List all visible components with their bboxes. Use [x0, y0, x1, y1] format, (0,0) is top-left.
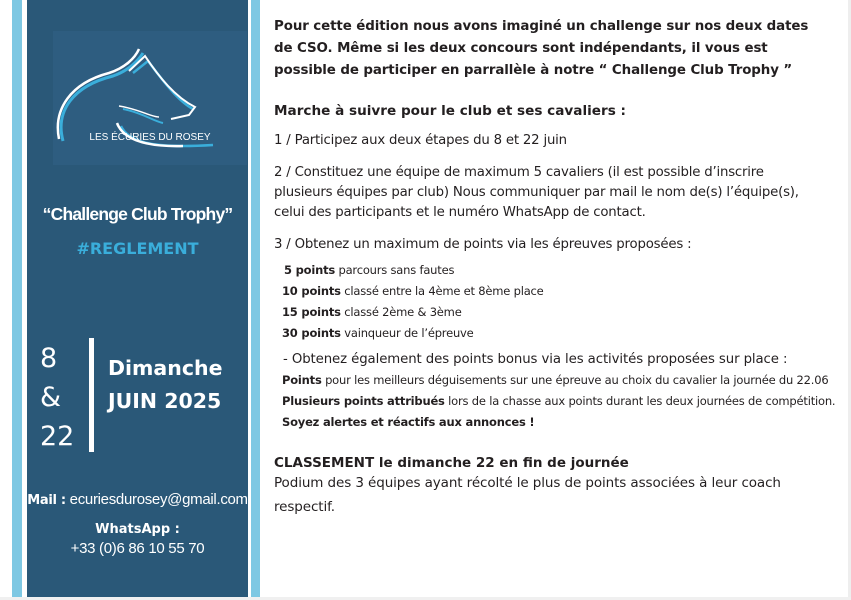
rules-content — [274, 16, 844, 519]
points-list — [274, 260, 844, 344]
step-2-line: plusieurs équipes par club) Nous communiquer par mail le nom de(s) l’équipe(s), — [274, 185, 799, 200]
steps-heading: Marche à suivre pour le club et ses cavaliers : — [274, 103, 626, 119]
event-days — [40, 339, 74, 456]
bonus-desc: lors de la chasse aux points durant les deux journées de compétition. — [444, 394, 836, 408]
contact-whatsapp-number[interactable]: +33 (0)6 86 10 55 70 — [70, 540, 205, 557]
bonus-row — [282, 391, 844, 412]
whatsapp-label: WhatsApp : — [95, 522, 180, 537]
bonus-bold: Points — [282, 373, 322, 387]
intro-paragraph — [274, 16, 844, 82]
points-desc: parcours sans fautes — [335, 263, 455, 277]
panel-accent-stripe — [251, 0, 260, 598]
ampersand: & — [40, 382, 62, 413]
points-desc: vainqueur de l’épreuve — [340, 326, 474, 340]
month-year: JUIN 2025 — [108, 389, 222, 413]
points-row — [282, 260, 844, 281]
step-2-line: 2 / Constituez une équipe de maximum 5 cavaliers (il est possible d’inscrire — [274, 165, 764, 180]
day-2: 22 — [40, 421, 75, 452]
points-value: 5 points — [284, 263, 336, 277]
step-1: 1 / Participez aux deux étapes du 8 et 22 juin — [274, 133, 567, 148]
points-desc: classé 2ème & 3ème — [340, 305, 462, 319]
bonus-bold: Soyez alertes et réactifs aux annonces ! — [282, 415, 535, 429]
bonus-desc: pour les meilleurs déguisements sur une épreuve au choix du cavalier la journée du 22.06 — [321, 373, 829, 387]
mail-value[interactable]: ecuriesdurosey@gmail.com — [69, 491, 248, 508]
date-divider — [89, 338, 94, 452]
points-value: 30 points — [282, 326, 341, 340]
step-2 — [274, 163, 844, 223]
step-2-line: celui des participants et le numéro WhatsApp de contact. — [274, 205, 646, 220]
mail-label: Mail : — [27, 493, 66, 508]
bonus-row — [282, 370, 844, 391]
intro-line: Pour cette édition nous avons imaginé un challenge sur nos deux dates — [274, 19, 809, 34]
left-accent-stripe — [12, 0, 22, 598]
classement-heading: CLASSEMENT le dimanche 22 en fin de journée — [274, 455, 629, 471]
challenge-title: “Challenge Club Trophy” — [42, 204, 233, 224]
points-value: 10 points — [282, 284, 341, 298]
points-value: 15 points — [282, 305, 341, 319]
day-1: 8 — [40, 343, 58, 374]
points-desc: classé entre la 4ème et 8ème place — [340, 284, 544, 298]
intro-line: de CSO. Même si les deux concours sont indépendants, il vous est — [274, 41, 768, 56]
contact-whatsapp-label — [27, 520, 248, 537]
points-row — [282, 323, 844, 344]
bonus-row — [282, 412, 844, 433]
bonus-bold: Plusieurs points attribués — [282, 394, 445, 408]
bonus-heading: - Obtenez également des points bonus via les activités proposées sur place : — [283, 352, 788, 367]
intro-line: possible de participer en parrallèle à notre “ Challenge Club Trophy ” — [274, 63, 793, 78]
contact-mail — [27, 491, 248, 508]
step-3: 3 / Obtenez un maximum de points via les épreuves proposées : — [274, 237, 692, 252]
horse-head-logo-icon — [53, 31, 247, 165]
points-row — [282, 302, 844, 323]
logo-text: LES ÉCURIES DU ROSEY — [89, 132, 211, 143]
reglement-hashtag: #REGLEMENT — [76, 239, 199, 258]
weekday: Dimanche — [108, 356, 223, 380]
points-row — [282, 281, 844, 302]
bonus-list — [274, 370, 844, 433]
podium-text: Podium des 3 équipes ayant récolté le plus de points associées à leur coach respectif. — [274, 475, 781, 515]
event-date-text — [108, 352, 222, 418]
logo — [53, 31, 247, 165]
